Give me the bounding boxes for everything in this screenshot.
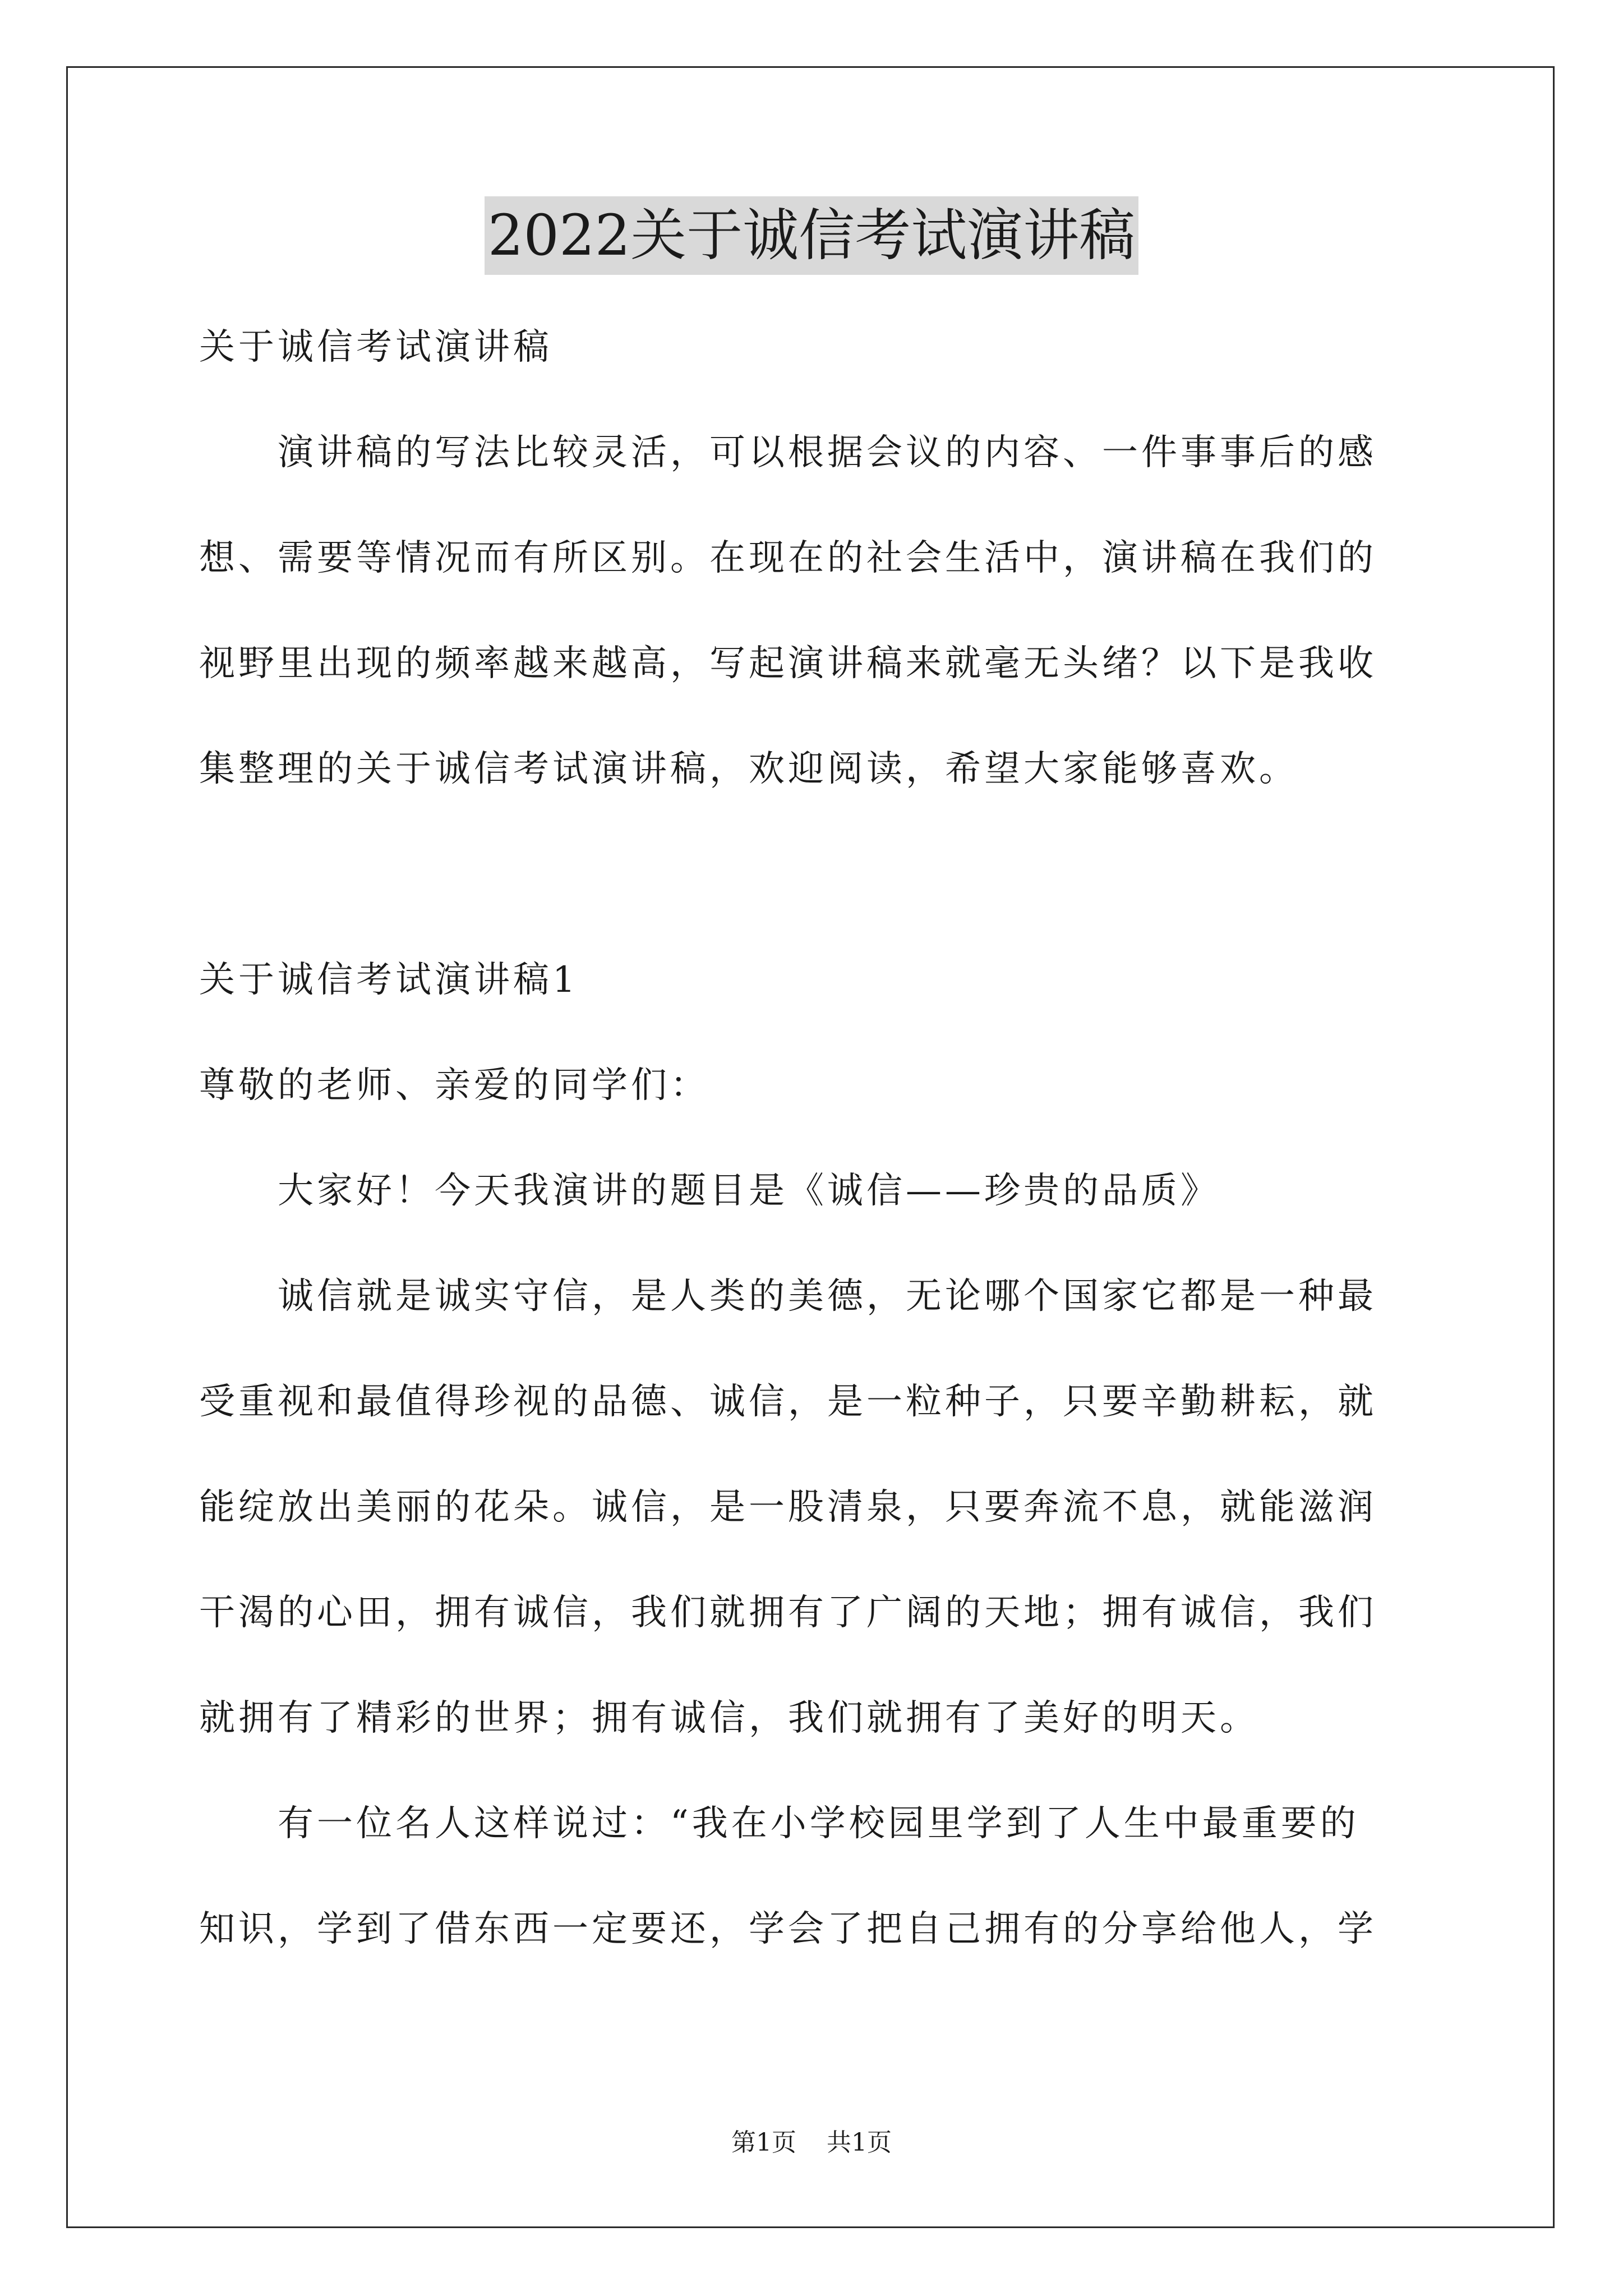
page-number-total: 共1页 — [827, 2128, 892, 2157]
paragraph-line: 大家好！今天我演讲的题目是《诚信——珍贵的品质》 — [278, 1170, 1220, 1212]
paragraph-line: 能绽放出美丽的花朵。诚信，是一股清泉，只要奔流不息，就能滋润 — [199, 1487, 1377, 1528]
blank-gap — [199, 822, 1433, 927]
paragraph-line: 受重视和最值得珍视的品德、诚信，是一粒种子，只要辛勤耕耘，就 — [199, 1381, 1377, 1423]
paragraph-line: 诚信就是诚实守信，是人类的美德，无论哪个国家它都是一种最 — [278, 1276, 1377, 1317]
page-number-current: 第1页 — [731, 2128, 796, 2157]
title-wrap — [0, 196, 1623, 275]
paragraph-line: 有一位名人这样说过：“我在小学校园里学到了人生中最重要的 — [278, 1803, 1359, 1844]
document-body — [199, 295, 1433, 1982]
paragraph-line: 视野里出现的频率越来越高，写起演讲稿来就毫无头绪？以下是我收 — [199, 643, 1377, 684]
paragraph-line: 干渴的心田，拥有诚信，我们就拥有了广阔的天地；拥有诚信，我们 — [199, 1592, 1377, 1634]
paragraph-line: 集整理的关于诚信考试演讲稿，欢迎阅读，希望大家能够喜欢。 — [199, 748, 1298, 790]
paragraph-line: 知识，学到了借东西一定要还，学会了把自己拥有的分享给他人，学 — [199, 1908, 1377, 1950]
paragraph-line: 就拥有了精彩的世界；拥有诚信，我们就拥有了美好的明天。 — [199, 1697, 1259, 1739]
document-title: 2022关于诚信考试演讲稿 — [485, 196, 1139, 275]
salutation-line: 尊敬的老师、亲爱的同学们： — [199, 1065, 709, 1106]
paragraph-line: 想、需要等情况而有所区别。在现在的社会生活中，演讲稿在我们的 — [199, 537, 1377, 579]
paragraph-line: 演讲稿的写法比较灵活，可以根据会议的内容、一件事事后的感 — [278, 432, 1377, 473]
section-heading: 关于诚信考试演讲稿1 — [199, 959, 579, 1001]
subtitle-line: 关于诚信考试演讲稿 — [199, 326, 552, 368]
page-footer — [0, 2126, 1623, 2160]
